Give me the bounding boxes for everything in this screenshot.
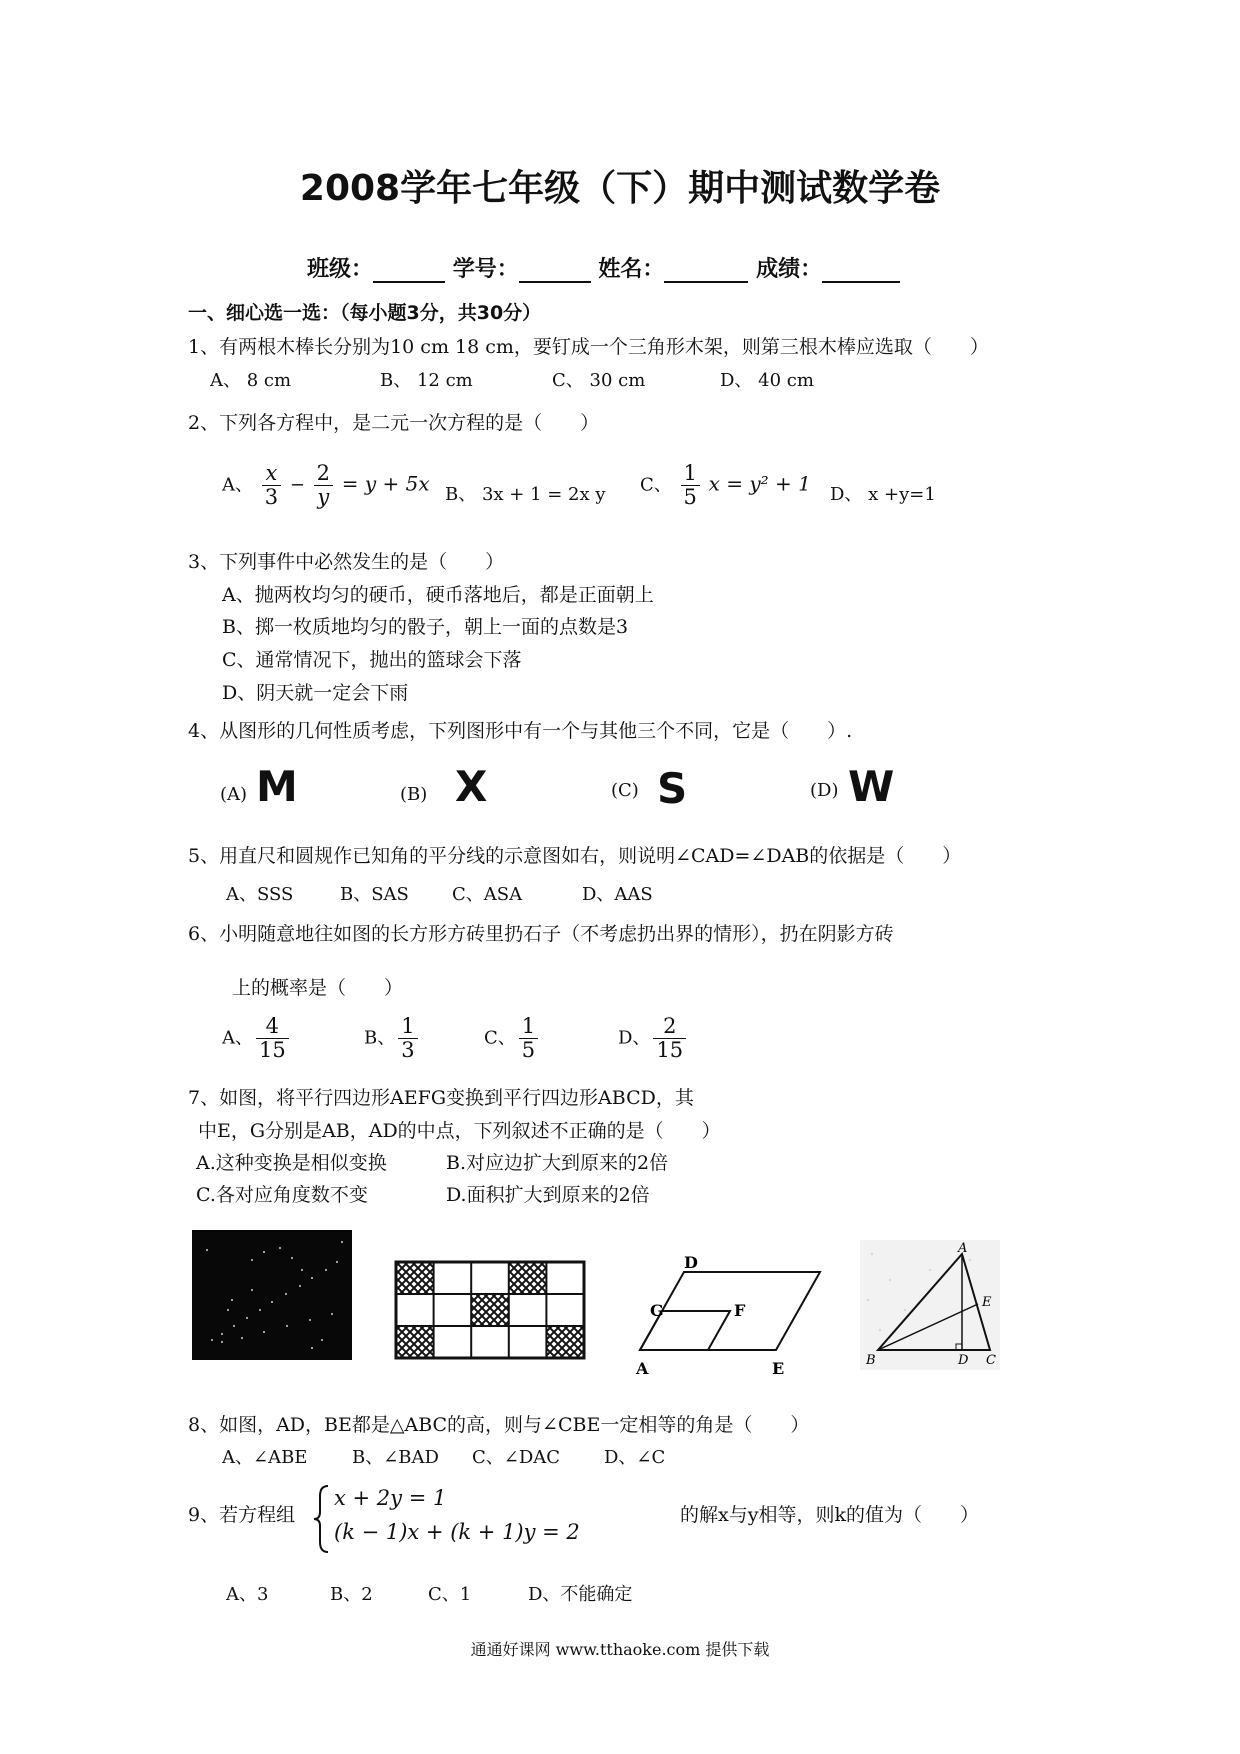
angle-bisector-figure <box>192 1230 352 1360</box>
q6-option-c <box>484 1015 541 1062</box>
id-label: 学号： <box>452 257 519 282</box>
q5-option-d: D、AAS <box>582 884 653 905</box>
page-title: 2008学年七年级（下）期中测试数学卷 <box>299 168 941 209</box>
label-d: D <box>684 1253 698 1272</box>
q6-b-prefix: B、 <box>364 1027 396 1049</box>
question-1: 1、有两根木棒长分别为10 cm 18 cm，要钉成一个三角形木架，则第三根木棒应选取（ ） <box>188 336 989 358</box>
label-a: A <box>636 1359 649 1378</box>
q6-b-frac: $\frac{1}{3}$ <box>398 1015 417 1062</box>
question-7: 7、如图，将平行四边形AEFG变换到平行四边形ABCD，其 <box>188 1087 694 1109</box>
q1-option-a: A、 8 cm <box>210 370 292 391</box>
label-g: G <box>650 1301 664 1320</box>
q9-option-b: B、2 <box>330 1584 373 1605</box>
question-9-prefix: 9、若方程组 <box>188 1504 296 1526</box>
q6-d-frac: $\frac{2}{15}$ <box>653 1015 686 1062</box>
q7-option-a: A.这种变换是相似变换 <box>196 1152 387 1174</box>
label-e: E <box>772 1359 785 1378</box>
q4-label-c: (C) <box>611 780 639 801</box>
q5-option-c: C、ASA <box>452 884 523 905</box>
q8-option-b: B、∠BAD <box>352 1447 439 1468</box>
equation-2: (k − 1)x + (k + 1)y = 2 <box>334 1520 580 1544</box>
id-blank <box>519 259 591 283</box>
section-heading: 一、细心选一选：（每小题3分，共30分） <box>188 302 542 324</box>
q4-label-d: (D) <box>810 780 839 801</box>
q2-option-a <box>222 462 430 509</box>
q6-a-frac: $\frac{4}{15}$ <box>256 1015 289 1062</box>
question-3: 3、下列事件中必然发生的是（ ） <box>188 551 505 573</box>
q2-c-rest: x = y² + 1 <box>708 471 811 496</box>
q2-option-b: B、 3x + 1 = 2x y <box>445 484 606 505</box>
question-6: 6、小明随意地往如图的长方形方砖里扔石子（不考虑扔出界的情形），扔在阴影方砖 <box>188 923 894 945</box>
q4-letter-m: M <box>256 762 298 811</box>
q3-option-d: D、阴天就一定会下雨 <box>222 682 409 704</box>
q1-option-c: C、 30 cm <box>552 370 646 391</box>
class-blank <box>373 259 445 283</box>
q9-option-d: D、不能确定 <box>528 1584 633 1605</box>
q6-a-prefix: A、 <box>222 1027 253 1049</box>
q7-option-c: C.各对应角度数不变 <box>196 1184 368 1206</box>
q6-c-prefix: C、 <box>484 1027 516 1049</box>
tri-label-a: A <box>958 1241 968 1256</box>
q1-option-d: D、 40 cm <box>720 370 814 391</box>
q6-option-b <box>364 1015 421 1062</box>
info-line <box>307 252 900 283</box>
question-8: 8、如图，AD，BE都是△ABC的高，则与∠CBE一定相等的角是（ ） <box>188 1414 810 1436</box>
equation-1: x + 2y = 1 <box>334 1486 447 1510</box>
q8-option-a: A、∠ABE <box>222 1447 308 1468</box>
tile-grid-figure <box>394 1260 586 1360</box>
parallelogram-figure <box>630 1250 830 1380</box>
question-2: 2、下列各方程中，是二元一次方程的是（ ） <box>188 412 600 434</box>
q4-letter-x: X <box>455 762 488 811</box>
q2-c-frac: $\frac{1}{5}$ <box>681 462 700 509</box>
q2-a-prefix: A、 <box>222 474 253 496</box>
question-7-cont: 中E，G分别是AB，AD的中点，下列叙述不正确的是（ ） <box>198 1120 721 1142</box>
q3-option-b: B、掷一枚质地均匀的骰子，朝上一面的点数是3 <box>222 616 629 638</box>
name-label: 姓名： <box>598 257 665 282</box>
q7-option-d: D.面积扩大到原来的2倍 <box>446 1184 650 1206</box>
q2-a-rest: = y + 5x <box>341 471 430 496</box>
question-4: 4、从图形的几何性质考虑，下列图形中有一个与其他三个不同，它是（ ）. <box>188 720 853 742</box>
tri-label-e: E <box>982 1295 992 1310</box>
q6-option-a <box>222 1015 292 1062</box>
q4-letter-w: W <box>848 762 895 811</box>
question-6-cont: 上的概率是（ ） <box>232 977 404 999</box>
q2-a-frac1: $\frac{x}{3}$ <box>262 462 281 509</box>
tri-label-d: D <box>958 1353 969 1368</box>
footer: 通通好课网 www.tthaoke.com 提供下载 <box>470 1640 770 1659</box>
q3-option-a: A、抛两枚均匀的硬币，硬币落地后，都是正面朝上 <box>222 584 654 606</box>
score-blank <box>822 259 900 283</box>
question-9-suffix: 的解x与y相等，则k的值为（ ） <box>680 1504 979 1526</box>
label-f: F <box>734 1301 746 1320</box>
q5-option-b: B、SAS <box>340 884 409 905</box>
question-5: 5、用直尺和圆规作已知角的平分线的示意图如右，则说明∠CAD=∠DAB的依据是（ ） <box>188 845 962 867</box>
q8-option-c: C、∠DAC <box>472 1447 561 1468</box>
q9-option-a: A、3 <box>226 1584 269 1605</box>
q8-option-d: D、∠C <box>604 1447 666 1468</box>
q9-option-c: C、1 <box>428 1584 472 1605</box>
q3-option-c: C、通常情况下，抛出的篮球会下落 <box>222 649 522 671</box>
tri-label-c: C <box>986 1353 996 1368</box>
left-brace <box>312 1484 332 1554</box>
q4-letter-s: S <box>657 764 688 813</box>
q2-a-frac2: $\frac{2}{y}$ <box>314 462 333 509</box>
q1-option-b: B、 12 cm <box>380 370 473 391</box>
q6-option-d <box>618 1015 689 1062</box>
score-label: 成绩： <box>756 257 823 282</box>
q4-label-a: (A) <box>220 784 248 805</box>
tri-label-b: B <box>866 1353 876 1368</box>
q2-a-minus: − <box>289 474 305 496</box>
name-blank <box>664 259 748 283</box>
q2-option-d: D、 x +y=1 <box>830 484 936 505</box>
q6-c-frac: $\frac{1}{5}$ <box>519 1015 538 1062</box>
q6-d-prefix: D、 <box>618 1027 651 1049</box>
q4-label-b: (B) <box>400 784 428 805</box>
class-label: 班级： <box>307 257 374 282</box>
tile-cells <box>396 1262 584 1358</box>
q5-option-a: A、SSS <box>226 884 294 905</box>
q2-c-prefix: C、 <box>640 474 672 496</box>
triangle-figure <box>860 1240 1000 1370</box>
q2-option-c <box>640 462 811 509</box>
q7-option-b: B.对应边扩大到原来的2倍 <box>446 1152 669 1174</box>
